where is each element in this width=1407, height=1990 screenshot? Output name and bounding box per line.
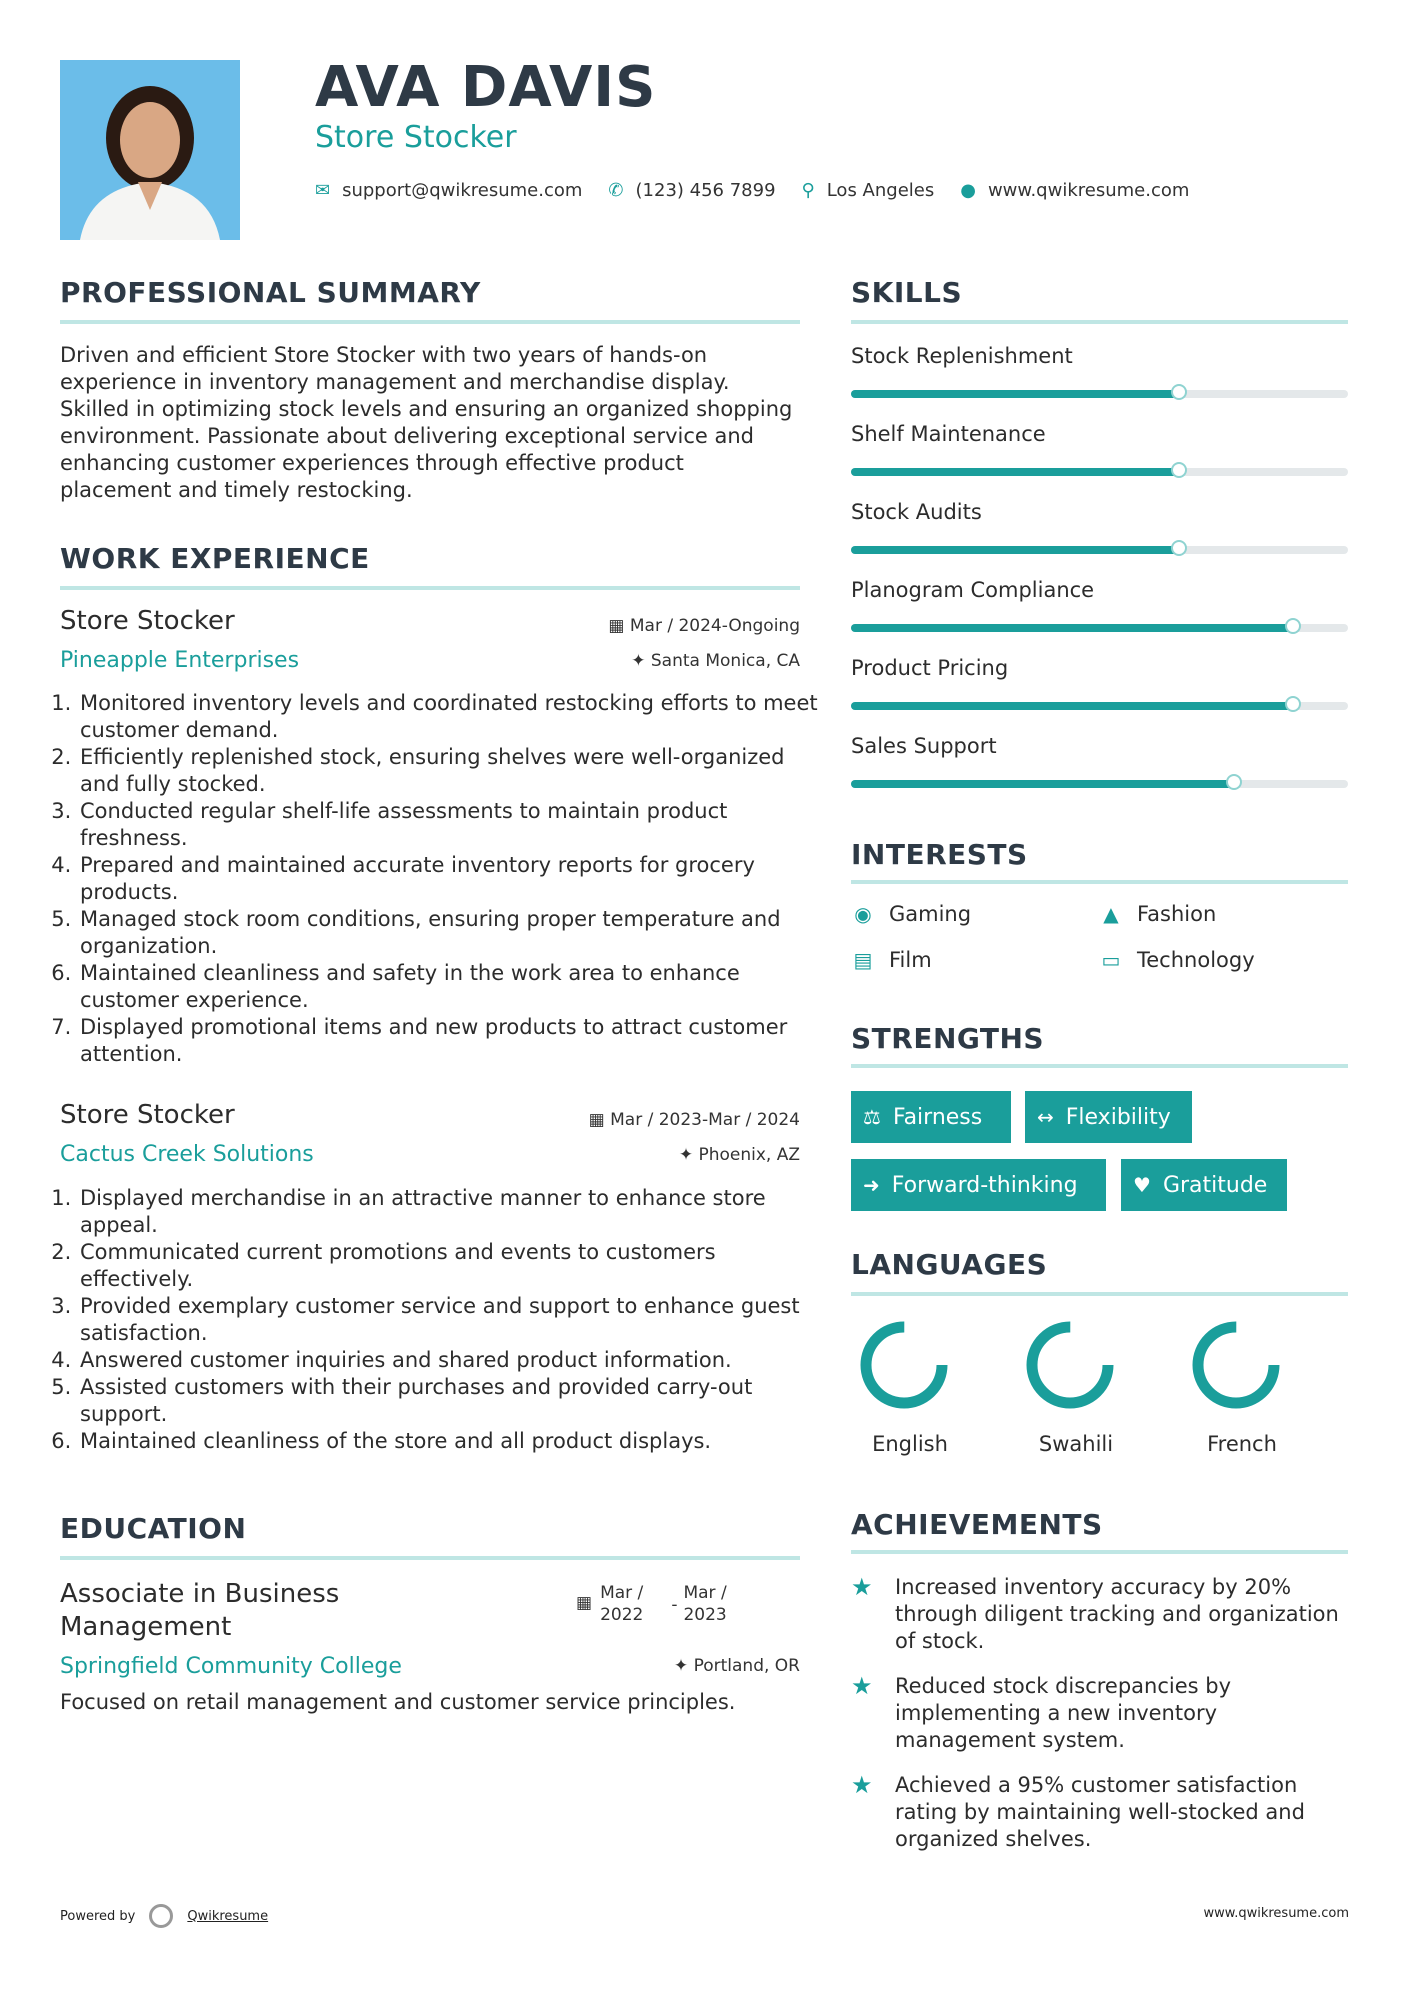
interests-heading: INTERESTS bbox=[851, 838, 1028, 871]
achievements-heading: ACHIEVEMENTS bbox=[851, 1508, 1103, 1541]
job-2-date: ▦ Mar / 2023-Mar / 2024 bbox=[588, 1110, 800, 1130]
strength-forward-thinking: ➜ Forward-thinking bbox=[851, 1159, 1106, 1211]
skill-bar bbox=[851, 780, 1348, 788]
footer-website[interactable]: www.qwikresume.com bbox=[1203, 1906, 1349, 1921]
job-2-location: ✦ Phoenix, AZ bbox=[678, 1145, 800, 1165]
experience-heading: WORK EXPERIENCE bbox=[60, 542, 370, 575]
strength-gratitude: ♥ Gratitude bbox=[1121, 1159, 1287, 1211]
education-description: Focused on retail management and customer service principles. bbox=[60, 1690, 736, 1714]
strengths-rule bbox=[851, 1064, 1348, 1068]
contact-bar bbox=[315, 180, 1215, 201]
skill-fill bbox=[851, 702, 1293, 710]
pin-icon: ✦ bbox=[631, 651, 646, 671]
list-item: 1. Displayed merchandise in an attractive manner to enhance store appeal. bbox=[78, 1185, 818, 1239]
skill-label: Product Pricing bbox=[851, 656, 1009, 680]
balance-scale-icon: ⚖ bbox=[863, 1105, 881, 1129]
job-1-title: Store Stocker bbox=[60, 606, 235, 636]
calendar-icon: ▦ bbox=[588, 1110, 605, 1130]
skill-label: Stock Replenishment bbox=[851, 344, 1073, 368]
pin-icon: ✦ bbox=[673, 1656, 689, 1676]
heart-icon: ♥ bbox=[1133, 1173, 1151, 1197]
job-title: Store Stocker bbox=[315, 120, 517, 155]
arrows-horizontal-icon: ↔ bbox=[1037, 1105, 1054, 1129]
job-1-date: ▦ Mar / 2024-Ongoing bbox=[608, 616, 800, 636]
skill-knob bbox=[1285, 696, 1301, 712]
location-text: Los Angeles bbox=[826, 180, 935, 201]
star-icon: ★ bbox=[851, 1573, 873, 1601]
footer-powered-by: Powered by Qwikresume bbox=[60, 1904, 268, 1928]
star-icon: ★ bbox=[851, 1672, 873, 1700]
language-ring-french bbox=[1191, 1320, 1281, 1410]
job-1-bullets bbox=[50, 690, 818, 1068]
contact-email[interactable] bbox=[315, 180, 582, 201]
strength-flexibility: ↔ Flexibility bbox=[1025, 1091, 1192, 1143]
calendar-icon: ▦ bbox=[576, 1593, 593, 1613]
achievements-rule bbox=[851, 1550, 1348, 1554]
globe-icon: ● bbox=[960, 180, 976, 201]
education-degree: Associate in Business Management bbox=[60, 1579, 340, 1642]
job-2-title: Store Stocker bbox=[60, 1100, 235, 1130]
list-item: 5. Managed stock room conditions, ensuring proper temperature and organization. bbox=[78, 906, 818, 960]
skill-fill bbox=[851, 546, 1179, 554]
strength-fairness: ⚖ Fairness bbox=[851, 1091, 1011, 1143]
gamepad-icon: ◉ bbox=[854, 902, 872, 926]
skill-label: Planogram Compliance bbox=[851, 578, 1095, 602]
arrow-right-icon: ➜ bbox=[863, 1173, 880, 1197]
skill-fill bbox=[851, 780, 1234, 788]
candidate-name: AVA DAVIS bbox=[315, 55, 657, 120]
skill-bar bbox=[851, 390, 1348, 398]
language-ring-english bbox=[859, 1320, 949, 1410]
interest-technology: ▭ Technology bbox=[1099, 948, 1255, 972]
contact-website[interactable] bbox=[960, 180, 1189, 201]
phone-text: (123) 456 7899 bbox=[635, 180, 776, 201]
website-text: www.qwikresume.com bbox=[987, 180, 1190, 201]
list-item: 6. Maintained cleanliness and safety in the work area to enhance customer experience. bbox=[78, 960, 818, 1014]
experience-rule bbox=[60, 586, 800, 590]
education-dates: ▦ Mar / 2022 - Mar / 2023 bbox=[576, 1583, 727, 1625]
language-label: French bbox=[1207, 1432, 1277, 1456]
achievement-item: ★ Increased inventory accuracy by 20% through diligent tracking and organization of stock. bbox=[851, 1573, 1339, 1653]
summary-text: Driven and efficient Store Stocker with two years of hands-on experience in inventory management and merchandise display. Skilled in optimizing stock levels and ensuring an organized shopping environment. Passionate about delivering exceptional service and enhancing customer experiences through effective product placement and timely restocking. bbox=[60, 343, 793, 502]
skills-heading: SKILLS bbox=[851, 276, 963, 309]
education-heading: EDUCATION bbox=[60, 1512, 247, 1545]
interest-film: ▤ Film bbox=[851, 948, 932, 972]
strengths-heading: STRENGTHS bbox=[851, 1022, 1045, 1055]
skill-label: Stock Audits bbox=[851, 500, 982, 524]
list-item: 7. Displayed promotional items and new products to attract customer attention. bbox=[78, 1014, 818, 1068]
list-item: 5. Assisted customers with their purchases and provided carry-out support. bbox=[78, 1374, 818, 1428]
list-item: 2. Efficiently replenished stock, ensuring shelves were well-organized and fully stocked. bbox=[78, 744, 818, 798]
summary-rule bbox=[60, 320, 800, 324]
education-school: Springfield Community College bbox=[60, 1654, 402, 1679]
skill-fill bbox=[851, 390, 1179, 398]
language-label: English bbox=[872, 1432, 948, 1456]
interests-rule bbox=[851, 880, 1348, 884]
languages-rule bbox=[851, 1292, 1348, 1296]
list-item: 3. Conducted regular shelf-life assessments to maintain product freshness. bbox=[78, 798, 818, 852]
skills-rule bbox=[851, 320, 1348, 324]
list-item: 3. Provided exemplary customer service and support to enhance guest satisfaction. bbox=[78, 1293, 818, 1347]
skill-bar bbox=[851, 546, 1348, 554]
skill-fill bbox=[851, 624, 1293, 632]
languages-heading: LANGUAGES bbox=[851, 1248, 1048, 1281]
skill-knob bbox=[1171, 384, 1187, 400]
skill-knob bbox=[1285, 618, 1301, 634]
job-1-location: ✦ Santa Monica, CA bbox=[631, 651, 800, 671]
profile-photo bbox=[60, 60, 240, 240]
interest-fashion: ▲ Fashion bbox=[1099, 902, 1216, 926]
pin-icon: ✦ bbox=[678, 1145, 694, 1165]
calendar-icon: ▦ bbox=[608, 616, 625, 636]
summary-heading: PROFESSIONAL SUMMARY bbox=[60, 276, 481, 309]
interest-gaming: ◉ Gaming bbox=[851, 902, 971, 926]
map-pin-icon: ⚲ bbox=[801, 180, 815, 201]
qwikresume-logo-icon bbox=[149, 1904, 173, 1928]
list-item: 2. Communicated current promotions and events to customers effectively. bbox=[78, 1239, 818, 1293]
language-ring-swahili bbox=[1025, 1320, 1115, 1410]
skill-knob bbox=[1171, 462, 1187, 478]
achievement-item: ★ Achieved a 95% customer satisfaction rating by maintaining well-stocked and organized shelves. bbox=[851, 1771, 1305, 1851]
achievement-item: ★ Reduced stock discrepancies by implementing a new inventory management system. bbox=[851, 1672, 1232, 1752]
job-1-company: Pineapple Enterprises bbox=[60, 648, 300, 673]
list-item: 4. Answered customer inquiries and shared product information. bbox=[78, 1347, 818, 1374]
skill-knob bbox=[1171, 540, 1187, 556]
education-end: Mar / 2023 bbox=[683, 1583, 727, 1625]
envelope-icon: ✉ bbox=[315, 180, 331, 201]
contact-location bbox=[802, 180, 935, 201]
skill-bar bbox=[851, 624, 1348, 632]
star-icon: ★ bbox=[851, 1771, 873, 1799]
skill-bar bbox=[851, 468, 1348, 476]
skill-label: Sales Support bbox=[851, 734, 997, 758]
education-rule bbox=[60, 1556, 800, 1560]
job-2-bullets bbox=[50, 1185, 818, 1455]
list-item: 4. Prepared and maintained accurate inventory reports for grocery products. bbox=[78, 852, 818, 906]
skill-knob bbox=[1226, 774, 1242, 790]
education-location: ✦ Portland, OR bbox=[673, 1656, 800, 1676]
laptop-icon: ▭ bbox=[1101, 948, 1121, 972]
phone-icon: ✆ bbox=[608, 180, 624, 201]
shopping-bag-icon: ▲ bbox=[1103, 902, 1119, 926]
footer-brand-link[interactable]: Qwikresume bbox=[187, 1908, 269, 1924]
education-start: Mar / 2022 bbox=[600, 1583, 644, 1625]
film-icon: ▤ bbox=[853, 948, 873, 972]
list-item: 1. Monitored inventory levels and coordinated restocking efforts to meet customer demand. bbox=[78, 690, 818, 744]
job-2-company: Cactus Creek Solutions bbox=[60, 1142, 314, 1167]
skill-fill bbox=[851, 468, 1179, 476]
contact-phone[interactable] bbox=[608, 180, 775, 201]
language-label: Swahili bbox=[1038, 1432, 1114, 1456]
email-text: support@qwikresume.com bbox=[342, 180, 583, 201]
skill-label: Shelf Maintenance bbox=[851, 422, 1046, 446]
skill-bar bbox=[851, 702, 1348, 710]
list-item: 6. Maintained cleanliness of the store and all product displays. bbox=[78, 1428, 818, 1455]
